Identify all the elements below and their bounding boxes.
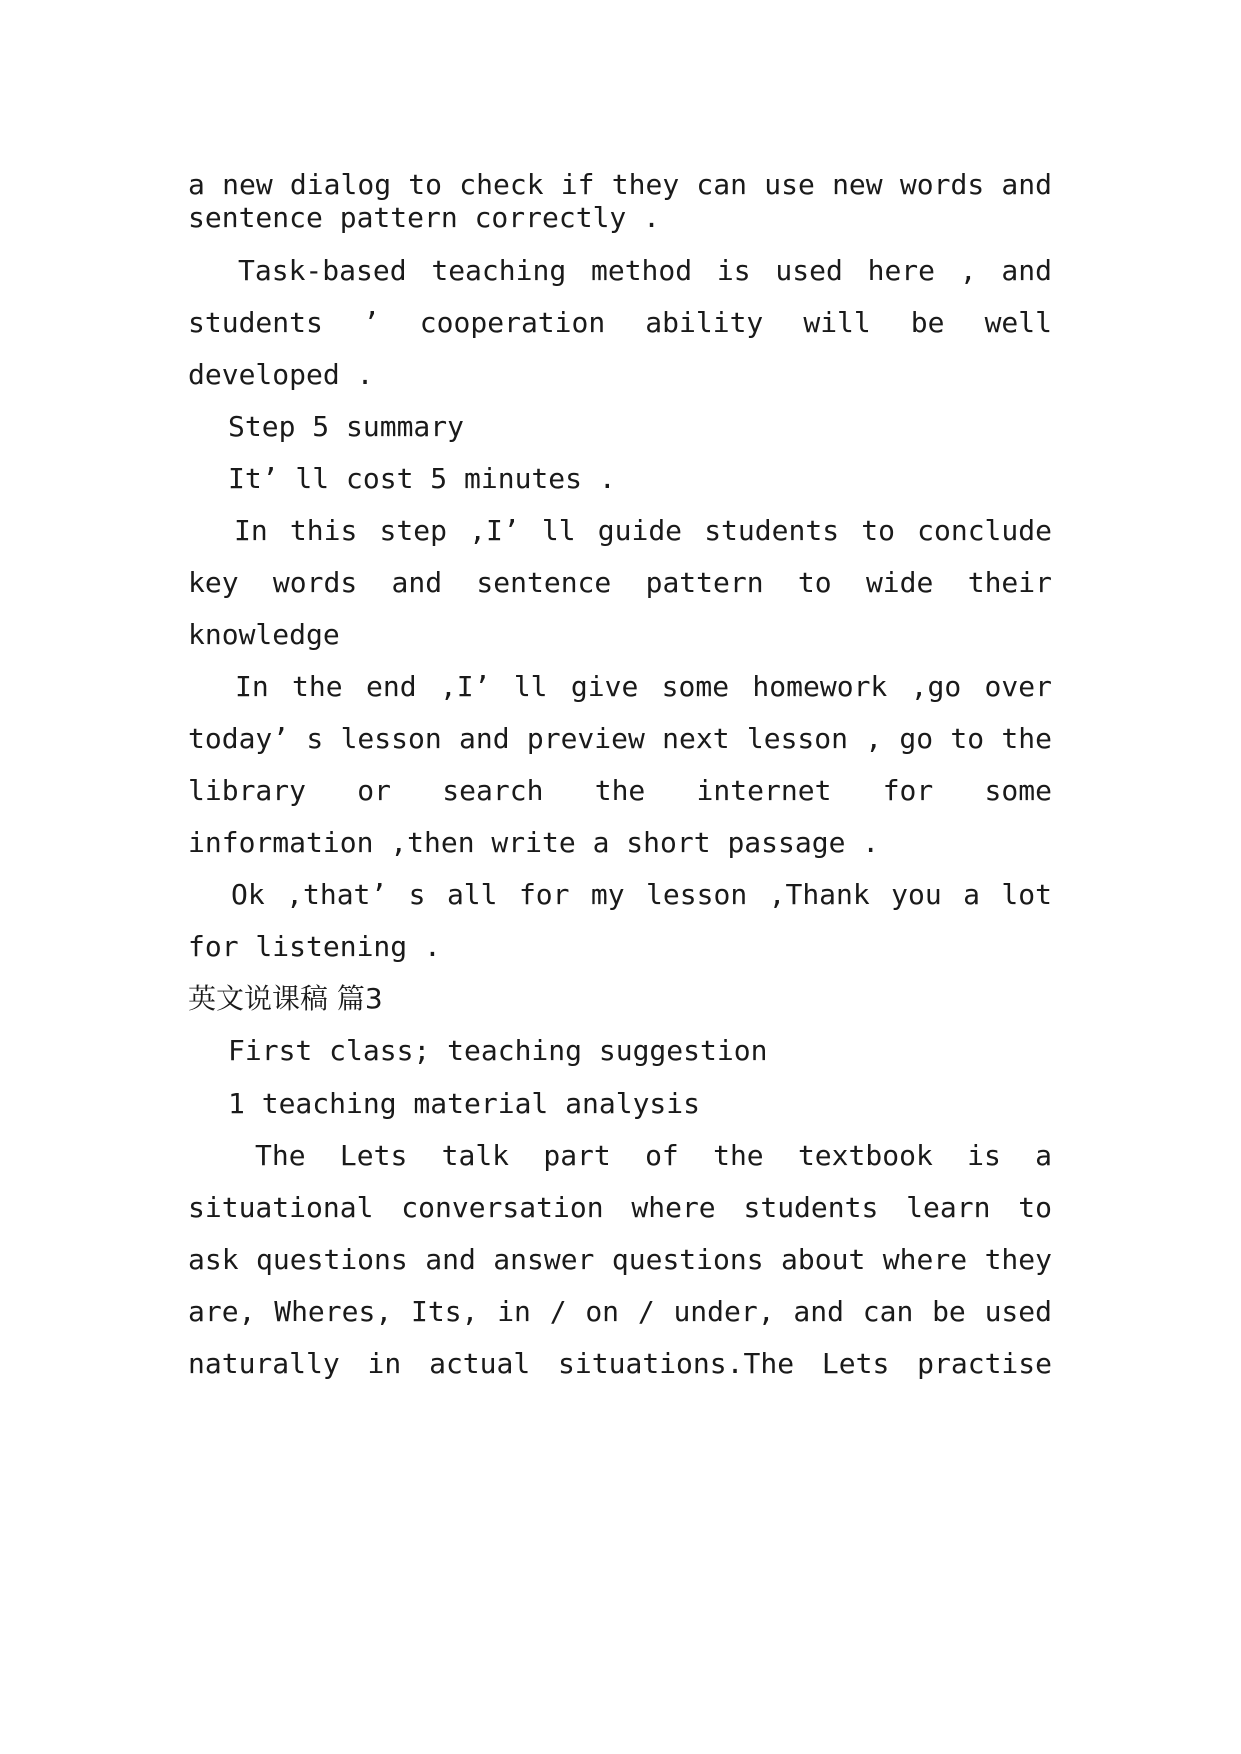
text-line: are, Wheres, Its, in / on / under, and can be used [188, 1295, 1052, 1328]
section-heading: 英文说课稿 篇3 [188, 982, 383, 1015]
text-line: a new dialog to check if they can use new words and [188, 168, 1052, 201]
text-line: The Lets talk part of the textbook is a [255, 1139, 1052, 1172]
text-line: knowledge [188, 618, 340, 651]
text-line: key words and sentence pattern to wide their [188, 566, 1052, 599]
text-line: today’ s lesson and preview next lesson , go to the [188, 722, 1052, 755]
text-line: situational conversation where students learn to [188, 1191, 1052, 1224]
step-heading: Step 5 summary [228, 410, 465, 443]
text-line: In the end ,I’ ll give some homework ,go over [235, 670, 1052, 703]
text-line: Task-based teaching method is used here , and [238, 254, 1052, 287]
text-line: students ’ cooperation ability will be well [188, 306, 1052, 339]
text-line: ask questions and answer questions about where they [188, 1243, 1052, 1276]
text-line: It’ ll cost 5 minutes . [228, 462, 616, 495]
subheading: 1 teaching material analysis [228, 1087, 701, 1120]
text-line: for listening . [188, 930, 441, 963]
subheading: First class; teaching suggestion [228, 1034, 768, 1067]
text-line: sentence pattern correctly . [188, 201, 661, 234]
text-line: developed . [188, 358, 374, 391]
text-line: library or search the internet for some [188, 774, 1052, 807]
text-line: information ,then write a short passage . [188, 826, 880, 859]
text-line: Ok ,that’ s all for my lesson ,Thank you a lot [231, 878, 1052, 911]
text-line: In this step ,I’ ll guide students to conclude [234, 514, 1052, 547]
text-line: naturally in actual situations.The Lets practise [188, 1347, 1052, 1380]
